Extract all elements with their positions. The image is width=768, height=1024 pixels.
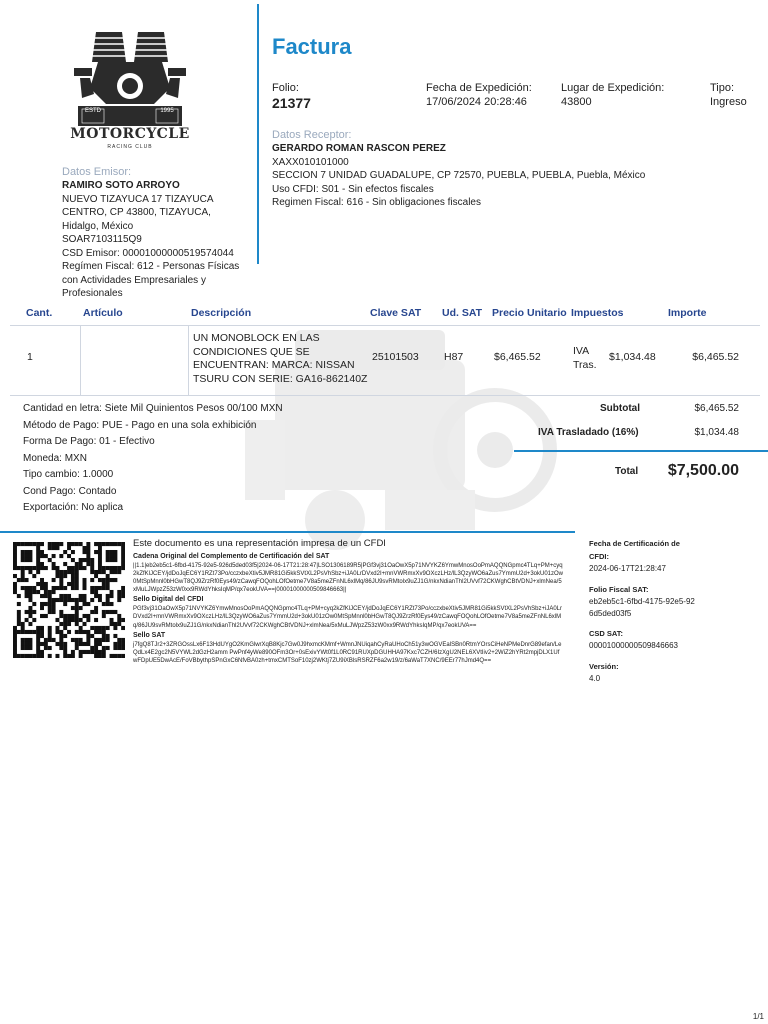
- subtotal-value: $6,465.52: [694, 403, 739, 414]
- tipo-block: [710, 81, 747, 109]
- cfdi-rule: [0, 531, 575, 533]
- col-header-clave-sat: Clave SAT: [370, 307, 422, 319]
- col-header-cant: Cant.: [26, 307, 53, 319]
- total-value: $7,500.00: [667, 462, 739, 479]
- lugar-label: Lugar de Expedición:: [561, 82, 665, 94]
- receptor-name: GERARDO ROMAN RASCON PEREZ: [272, 143, 446, 154]
- iva-value: $1,034.48: [694, 427, 739, 438]
- cond-pago: Cond Pago: Contado: [23, 485, 117, 497]
- emisor-name: RAMIRO SOTO ARROYO: [62, 180, 180, 191]
- folio-block: [272, 81, 311, 111]
- qr-code-image: [13, 542, 125, 658]
- forma-pago: Forma De Pago: 01 - Efectivo: [23, 436, 155, 447]
- sello-cfdi-text: PGf3vj31OaOwX5p71NVYKZ6YmwMnosOoPmAQQNGpmc4TLq+PM+cyq2kZfKlJCEY/jdDoJqEC6Y1RZt73Po/cczxbeXtiv5JMR81Gi5kkSVtXL2PsVhSbz+iJA0LrDVxd2I+mnVWRmxXv9OXczLHz/lL3QzyWO6aZus7YmmU2d+3okU01zOw0MtSpMnnl0bHGwT8QJ9ZrzRf0Eys49/zCawqFOQohLOfOetme7V8a5meZFnNL6xlMq/86JU9svRMtolx9uZJ1G/nkxNdianThl2UVvf72CKWghCBtVDNJ+xlmNea/5xMuLJWpzZ53zW0xx9RWdYhksIqMP/qx7eokUVA==: [133, 606, 563, 629]
- header-divider: [257, 4, 259, 264]
- receptor-section: [272, 128, 752, 210]
- receptor-address: SECCION 7 UNIDAD GUADALUPE, CP 72570, PUEBLA, PUEBLA, Puebla, México: [272, 170, 646, 181]
- emisor-line: NUEVO TIZAYUCA 17 TIZAYUCA: [62, 193, 214, 205]
- cell-descripcion-line: ENCUENTRAN: MARCA: NISSAN: [193, 359, 355, 371]
- emisor-csd: CSD Emisor: 00001000000519574044: [62, 247, 234, 259]
- folio-fiscal-label: Folio Fiscal SAT:: [589, 585, 649, 594]
- col-header-importe: Importe: [668, 307, 707, 319]
- iva-label: IVA Trasladado (16%): [538, 427, 639, 438]
- folio-label: Folio:: [272, 82, 299, 94]
- cadena-original-title: Cadena Original del Complemento de Certificación del SAT: [133, 553, 330, 560]
- emisor-label: Datos Emisor:: [62, 166, 132, 178]
- cell-descripcion-line: TSURU CON SERIE: GA16-862140Z: [193, 372, 368, 385]
- folio-fiscal-value: eb2eb5c1-6fbd-4175-92e5-926d5ded03f5: [589, 597, 695, 618]
- fecha-value: 17/06/2024 20:28:46: [426, 96, 527, 108]
- logo-est-left: ESTD: [84, 108, 101, 114]
- col-header-articulo: Artículo: [83, 307, 123, 319]
- table-bottom-rule: [10, 395, 760, 396]
- cantidad-letra: Cantidad en letra: Siete Mil Quinientos Pesos 00/100 MXN: [23, 403, 283, 414]
- page-number: 1/1: [752, 1012, 764, 1021]
- cell-descripcion-line: UN MONOBLOCK EN LAS: [193, 332, 320, 344]
- sello-cfdi-title: Sello Digital del CFDI: [133, 596, 204, 604]
- version-value: 4.0: [589, 674, 601, 683]
- cell-cant: 1: [27, 351, 33, 363]
- fecha-block: [426, 81, 532, 109]
- totals-rule: [514, 450, 768, 452]
- cfdi-representation: Este documento es una representación impresa de un CFDI: [133, 538, 386, 549]
- receptor-regimen: Regimen Fiscal: 616 - Sin obligaciones fiscales: [272, 197, 481, 208]
- logo-est-right: 1995: [160, 108, 174, 114]
- col-header-ud-sat: Ud. SAT: [442, 307, 483, 319]
- sello-sat-title: Sello SAT: [133, 631, 166, 639]
- total-label: Total: [615, 466, 639, 477]
- cadena-original-text: ||1.1|eb2eb5c1-6fbd-4175-92e5-926d5ded03f5|2024-06-17T21:28:47|LSO1306189R5|PGf3vj31OaOwX5p71NVYKZ6YmwMnosOoPmAQQNGpmc4TLq+PM+cyq2kZfKlJCEY/jdDoJqEC6Y1RZt73Po/cczxbeXtiv5JMR81Gi5kkSVtXL2PsVhSbz+iJA0LrDVxd2I+mnVWRmxXv9OXczLHz/lL3QzyWO6aZus7YmmU2d+3okU01zOw0MtSpMnnl0bHGwT8QJ9ZrzRf0Eys49/zCawqFOQohLOfOetme7V8a5meZFnNL6xlMq/86JU9svRMtolx9uZJ1G/nkxNdianThl2UVvf72CKWghCBtVDNJ+xlmNea/5xMuLJWpzZ53zW0xx9RWdYhksIqMP/qx7eokUVA==|00001000000509846663||: [133, 563, 563, 594]
- cell-impuesto-tipo: [573, 345, 597, 372]
- col-header-precio: Precio Unitario: [492, 307, 567, 319]
- col-header-descripcion: Descripción: [191, 307, 252, 319]
- cell-descripcion-line: CONDICIONES QUE SE: [193, 345, 310, 358]
- emisor-regimen: Regímen Fiscal: 612 - Personas Físicas: [62, 261, 240, 272]
- version-label: Versión:: [589, 662, 619, 671]
- table-header-rule: [10, 325, 760, 326]
- tipo-cambio: Tipo cambio: 1.0000: [23, 469, 114, 480]
- col-header-impuestos: Impuestos: [571, 307, 624, 319]
- emisor-regimen-line: con Actividades Empresariales y: [62, 274, 206, 286]
- motorcycle-engine-icon: [70, 28, 190, 133]
- fecha-label: Fecha de Expedición:: [426, 82, 532, 94]
- emisor-section: [62, 165, 254, 301]
- logo-brand: MOTORCYCLE: [70, 126, 190, 142]
- cell-impuesto-tipo-line: Tras.: [573, 358, 597, 371]
- cell-importe: $6,465.52: [692, 351, 739, 363]
- lugar-value: 43800: [561, 96, 592, 108]
- emisor-line: Hidalgo, México: [62, 220, 134, 232]
- items-table: [0, 305, 768, 395]
- payment-info: [23, 401, 343, 517]
- cfdi-seals: [133, 552, 563, 665]
- page-title: Factura: [272, 34, 352, 59]
- csd-sat-label: CSD SAT:: [589, 629, 624, 638]
- receptor-rfc: XAXX010101000: [272, 156, 349, 168]
- cell-impuesto-monto: $1,034.48: [609, 351, 656, 363]
- cfdi-details: [589, 538, 699, 685]
- exportacion: Exportación: No aplica: [23, 502, 124, 513]
- fecha-cert-value: 2024-06-17T21:28:47: [589, 564, 666, 573]
- cell-precio: $6,465.52: [494, 351, 541, 363]
- tipo-value: Ingreso: [710, 96, 747, 108]
- metodo-pago: Método de Pago: PUE - Pago en una sola exhibición: [23, 419, 257, 431]
- sello-sat-text: j7fgQ8TJr2+3ZRGOssLx6F13HdUYgO2KmGlwrXqB8Kjc7Gw0J9hxmcKMmf+WmnJNUiqahCyRaUHoCh51y3wOGVEalSBn0RtmYOrsCiHeNPMeDnrG89efan/LeQdLx4E2gc2N5VYWL2dGzH2amm PwPnf4yWe890OFm3Or+0sExivYWt0f1L0RC91RUXpDGUHHA97Kxc7CZH/6IzXgU2NEL6XVtIiv2+2WiZ2hYRt2mpjDLX1UfwFDpUE5DwAcE/FoVBbythpSPnGxC6NfvBA0zh+tmxCMTSoF10zj2WKtj7ZU9iXBlsRSRZF6a2w19/z/6aWaT7XNC/9EEr77hJmd4Q==: [133, 641, 562, 664]
- tipo-label: Tipo:: [710, 82, 735, 94]
- csd-sat-value: 00001000000509846663: [589, 641, 678, 650]
- folio-value: 21377: [272, 95, 311, 111]
- cell-clave-sat: 25101503: [372, 351, 419, 363]
- lugar-block: [561, 81, 664, 109]
- row-divider: [188, 326, 189, 396]
- cell-impuesto-tipo-line: IVA: [573, 345, 590, 357]
- cell-descripcion: [193, 332, 368, 386]
- subtotal-label: Subtotal: [600, 403, 640, 414]
- receptor-label: Datos Receptor:: [272, 129, 352, 141]
- moneda: Moneda: MXN: [23, 452, 87, 464]
- fecha-cert-label: Fecha de Certificación de CFDI:: [589, 539, 680, 561]
- receptor-uso-cfdi: Uso CFDI: S01 - Sin efectos fiscales: [272, 183, 434, 195]
- emisor-line: CENTRO, CP 43800, TIZAYUCA,: [62, 207, 211, 218]
- company-logo: [70, 28, 190, 158]
- emisor-rfc: SOAR7103115Q9: [62, 234, 142, 245]
- row-divider: [80, 326, 81, 396]
- cell-ud-sat: H87: [444, 351, 464, 363]
- emisor-regimen-line: Profesionales: [62, 288, 123, 299]
- logo-tagline: RACING CLUB: [107, 144, 153, 150]
